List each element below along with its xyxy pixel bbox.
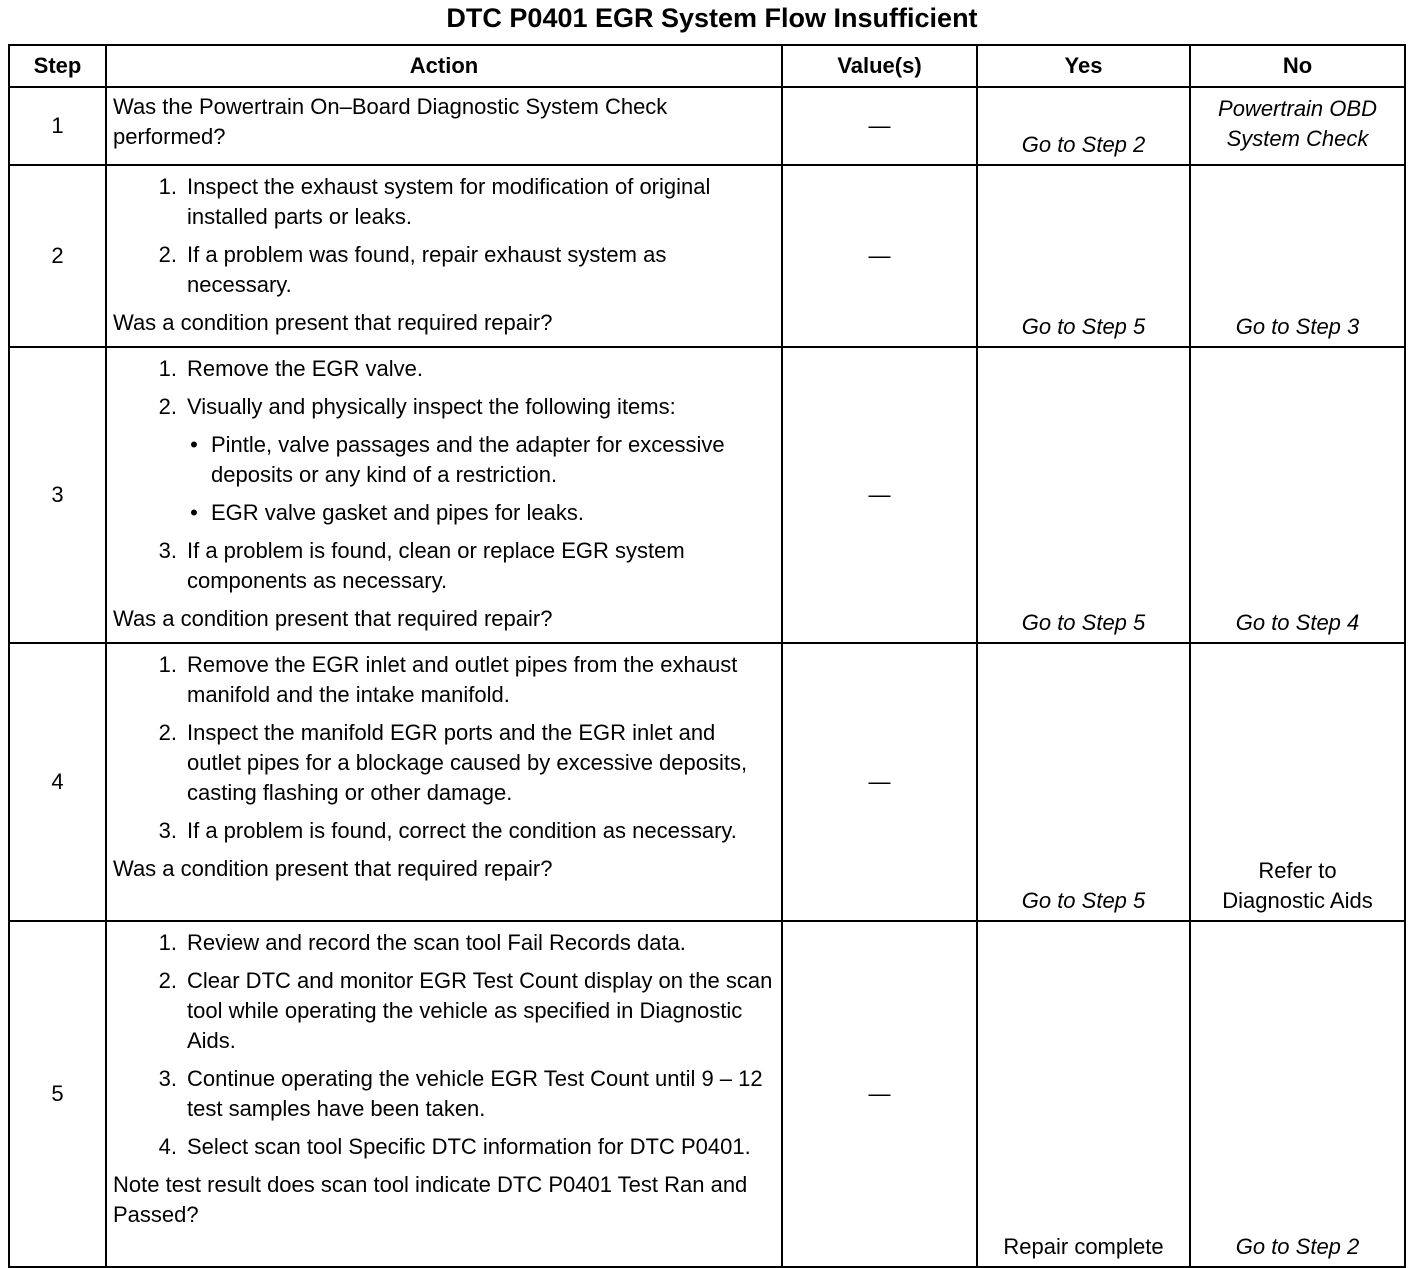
yes-cell: Repair complete [977,921,1190,1267]
bullet-item [177,430,775,490]
table-row [9,643,1405,921]
question-text: Was a condition present that required repair? [113,856,553,881]
item-text: Continue operating the vehicle EGR Test Count until 9 – 12 test samples have been taken. [187,1066,763,1121]
action-item [113,718,775,808]
no-cell: Powertrain OBD System Check [1190,87,1405,165]
question-text: Was a condition present that required repair? [113,310,553,335]
action-cell [106,347,782,643]
bullet-text: EGR valve gasket and pipes for leaks. [211,500,584,525]
value-cell: — [782,165,977,347]
action-item [113,1132,775,1162]
header-yes: Yes [977,45,1190,87]
item-number: 2. [158,242,177,267]
header-values: Value(s) [782,45,977,87]
action-cell [106,643,782,921]
action-cell [106,921,782,1267]
table-row [9,87,1405,165]
yes-cell: Go to Step 5 [977,165,1190,347]
no-cell: Go to Step 2 [1190,921,1405,1267]
header-action: Action [106,45,782,87]
header-step: Step [9,45,106,87]
action-item [113,928,775,958]
table-row [9,165,1405,347]
header-row [9,45,1405,87]
action-cell [106,165,782,347]
value-cell: — [782,87,977,165]
no-cell: Refer to Diagnostic Aids [1190,643,1405,921]
step-number: 1 [9,87,106,165]
yes-cell: Go to Step 5 [977,643,1190,921]
yes-cell: Go to Step 5 [977,347,1190,643]
step-number: 3 [9,347,106,643]
question-text: Was the Powertrain On–Board Diagnostic System Check performed? [113,94,668,149]
item-number: 4. [158,1134,177,1159]
action-item [113,816,775,846]
item-text: Inspect the manifold EGR ports and the EGR inlet and outlet pipes for a blockage caused by excessive deposits, casting flashing or other damage. [187,720,748,805]
step-number: 4 [9,643,106,921]
no-cell: Go to Step 4 [1190,347,1405,643]
yes-cell: Go to Step 2 [977,87,1190,165]
step-number: 5 [9,921,106,1267]
item-number: 3. [158,538,177,563]
action-item [113,172,775,232]
bullet-icon: • [190,500,198,525]
item-number: 2. [158,720,177,745]
bullet-item [177,498,775,528]
item-number: 2. [158,394,177,419]
item-text: If a problem is found, correct the condition as necessary. [187,818,737,843]
action-item [113,536,775,596]
table-row [9,347,1405,643]
item-text: If a problem was found, repair exhaust system as necessary. [187,242,667,297]
item-text: Remove the EGR valve. [187,356,423,381]
action-item [113,240,775,300]
item-number: 1. [158,652,177,677]
item-number: 1. [158,174,177,199]
diagnostic-table [8,44,1406,1268]
action-item [113,354,775,384]
step-number: 2 [9,165,106,347]
item-text: Select scan tool Specific DTC information for DTC P0401. [187,1134,751,1159]
item-number: 3. [158,1066,177,1091]
value-cell: — [782,643,977,921]
item-text: Inspect the exhaust system for modification of original installed parts or leaks. [187,174,711,229]
question-text: Was a condition present that required repair? [113,606,553,631]
table-row [9,921,1405,1267]
page-title: DTC P0401 EGR System Flow Insufficient [446,3,978,33]
item-number: 1. [158,356,177,381]
item-text: Visually and physically inspect the following items: [187,394,676,419]
bullet-text: Pintle, valve passages and the adapter for excessive deposits or any kind of a restriction. [211,432,725,487]
action-cell [106,87,782,165]
item-text: Review and record the scan tool Fail Records data. [187,930,686,955]
item-number: 3. [158,818,177,843]
item-text: If a problem is found, clean or replace EGR system components as necessary. [187,538,685,593]
item-text: Remove the EGR inlet and outlet pipes from the exhaust manifold and the intake manifold. [187,652,738,707]
no-cell: Go to Step 3 [1190,165,1405,347]
item-number: 1. [158,930,177,955]
item-text: Clear DTC and monitor EGR Test Count display on the scan tool while operating the vehicle as specified in Diagnostic Aids. [187,968,773,1053]
header-no: No [1190,45,1405,87]
action-item [113,966,775,1056]
action-item [113,392,775,422]
item-number: 2. [158,968,177,993]
action-item [113,1064,775,1124]
question-text: Note test result does scan tool indicate DTC P0401 Test Ran and Passed? [113,1172,748,1227]
bullet-icon: • [190,432,198,457]
action-item [113,650,775,710]
value-cell: — [782,921,977,1267]
value-cell: — [782,347,977,643]
